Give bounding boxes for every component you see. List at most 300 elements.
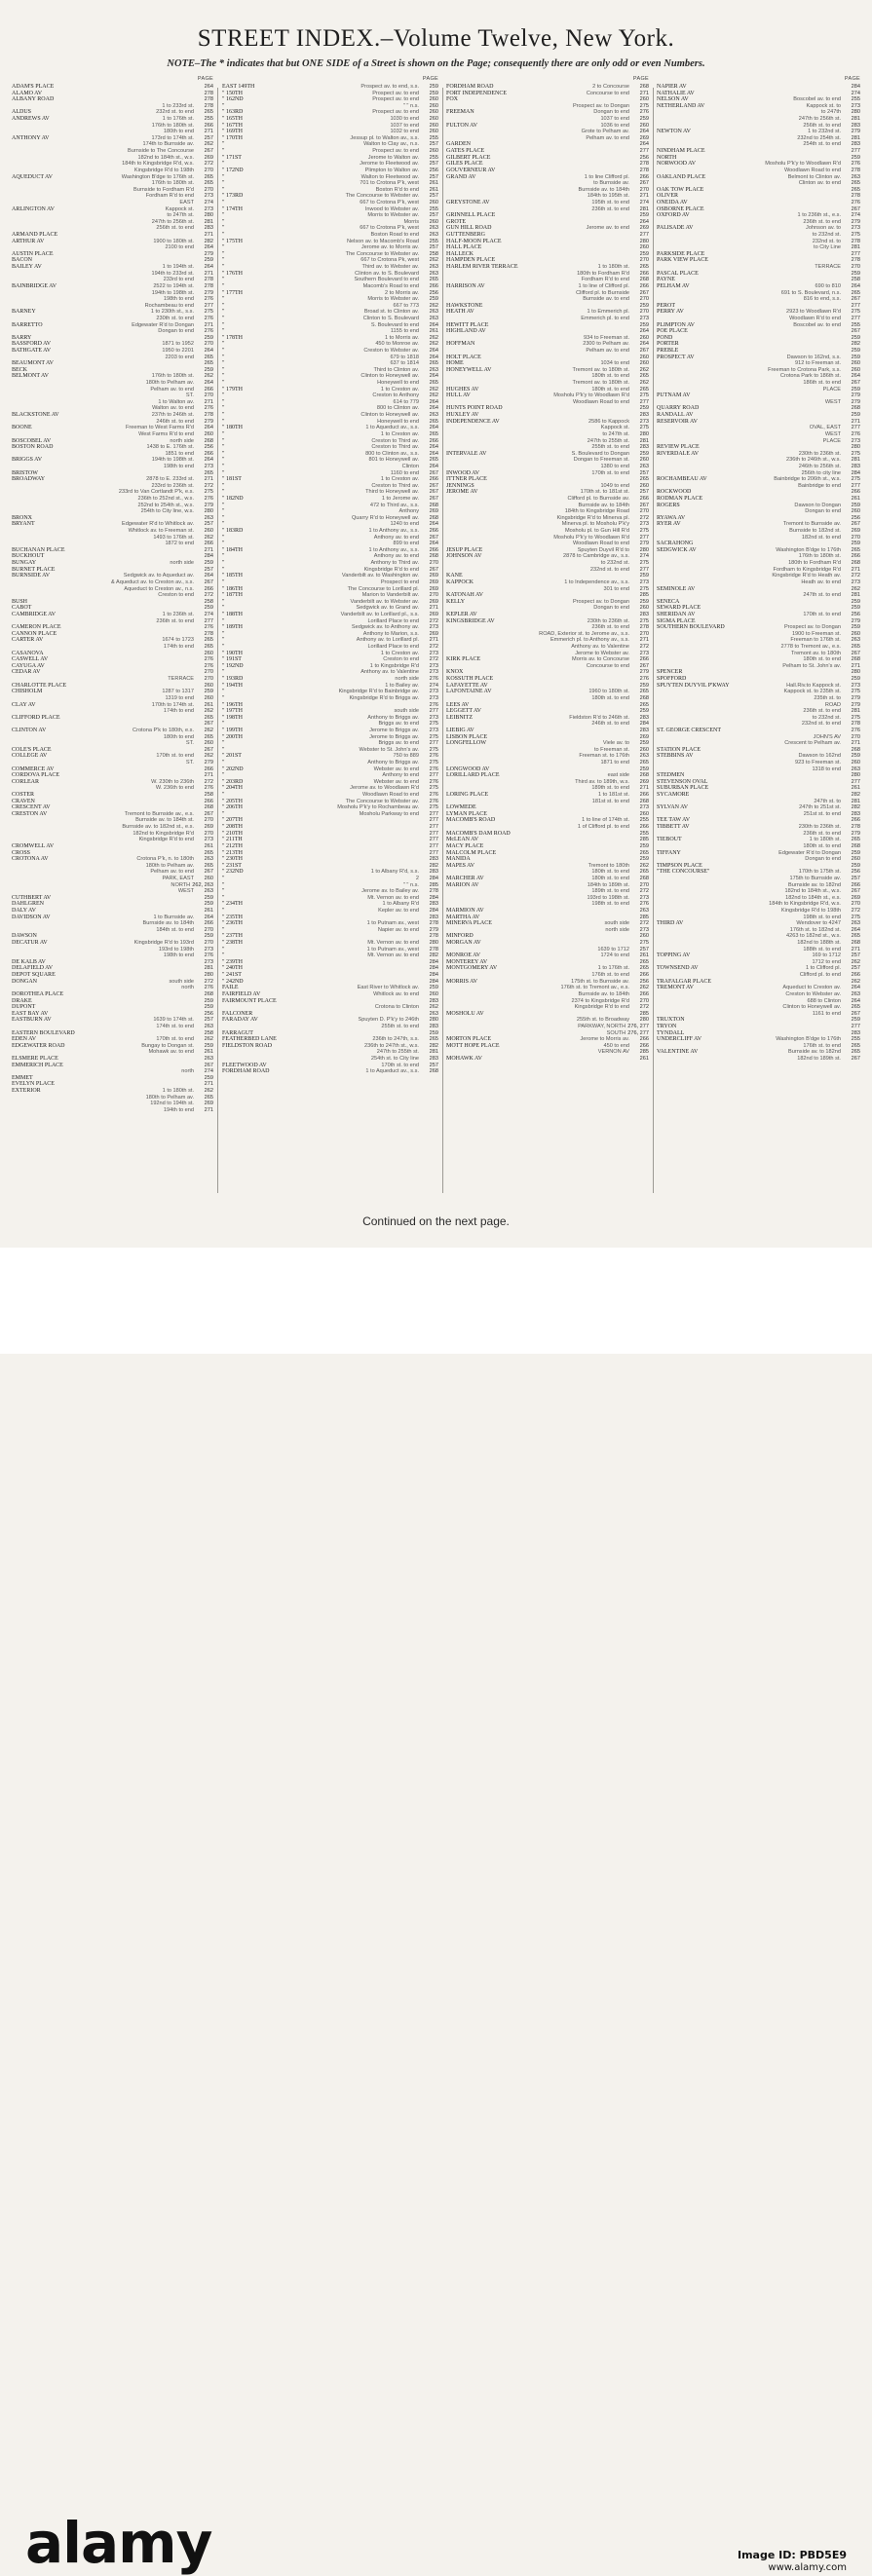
index-entry: [12, 624, 213, 631]
index-entry: [657, 651, 860, 657]
page-number: 275: [639, 617, 649, 624]
street-detail: 184th to Kingsbridge R'd, w.s.: [769, 901, 841, 908]
index-entry: [12, 972, 213, 979]
index-entry: [222, 979, 438, 986]
page-number: 271: [204, 129, 213, 135]
street-name: HOLT PLACE: [446, 354, 481, 360]
index-entry: [12, 277, 213, 283]
street-name: STATION PLACE: [657, 746, 701, 753]
page-number: 278: [429, 946, 438, 952]
street-name: STEBBINS AV: [657, 753, 694, 760]
index-entry: [657, 824, 860, 831]
page-number: 274: [429, 682, 438, 689]
index-entry: [446, 392, 649, 399]
street-name: BARRY: [12, 334, 32, 341]
street-name: ": [222, 244, 225, 251]
street-detail: Clinton to Honeywell av.: [360, 412, 419, 419]
index-entry: [446, 888, 649, 895]
page-number: 269: [429, 630, 438, 637]
page-number: 262: [639, 366, 649, 373]
street-detail: 189th st. to end: [591, 785, 629, 792]
index-entry: [222, 116, 438, 123]
page-number: 271: [851, 946, 860, 952]
page-number: 280: [851, 772, 860, 779]
index-entry: [222, 264, 438, 271]
index-entry: [446, 1004, 649, 1011]
street-detail: Third to Honeywell av.: [365, 489, 419, 496]
street-name: AUSTIN PLACE: [12, 250, 54, 257]
street-name: GATES PLACE: [446, 148, 485, 155]
street-name: ROCHAMBEAU AV: [657, 476, 707, 483]
page-number: 263: [204, 514, 213, 521]
street-name: ": [222, 277, 225, 283]
index-entry: [12, 908, 213, 915]
index-entry: [12, 232, 213, 239]
index-entry: [657, 412, 860, 419]
page-number: 278: [204, 630, 213, 637]
street-name: TIMPSON PLACE: [657, 862, 702, 869]
street-name: ": [222, 746, 225, 753]
street-detail: Fordham R'd to end: [145, 193, 194, 200]
page-number: 257: [204, 1017, 213, 1024]
street-name: KIRK PLACE: [446, 656, 481, 663]
index-entry: [12, 605, 213, 612]
street-name: GUN HILL ROAD: [446, 225, 492, 232]
page-number: 255: [639, 830, 649, 837]
street-name: " 181ST: [222, 476, 242, 483]
street-name: SHERIDAN AV: [657, 611, 696, 617]
page-number: 263: [639, 753, 649, 760]
street-name: BOSTON ROAD: [12, 444, 54, 451]
page-number: 264: [429, 444, 438, 451]
street-name: ": [222, 212, 225, 219]
page-number: 273: [851, 225, 860, 232]
page-number: 270: [204, 830, 213, 837]
page-number: 261: [429, 186, 438, 193]
street-name: ": [222, 373, 225, 380]
page-number: 264: [429, 521, 438, 528]
street-detail: 180th to Pelham av.: [145, 1094, 194, 1101]
street-detail: 182nd to 184th st., e.s.: [785, 894, 841, 901]
street-detail: Vanderbilt av. to Webster av.: [350, 598, 419, 605]
index-entry: [657, 103, 860, 110]
index-entry: [446, 785, 649, 792]
index-entry: [657, 888, 860, 895]
index-entry: [12, 135, 213, 142]
street-name: " 204TH: [222, 785, 243, 792]
page-number: 267: [204, 746, 213, 753]
page-number: 285: [429, 881, 438, 888]
street-detail: Prospect av. to end: [372, 109, 419, 116]
index-entry: [657, 1011, 860, 1018]
index-entry: [12, 503, 213, 509]
page-number: 266: [429, 437, 438, 444]
index-entry: [12, 1063, 213, 1069]
street-detail: Freeman to 176th st.: [790, 637, 841, 644]
page-number: 283: [429, 869, 438, 876]
index-column-1: [12, 76, 213, 1206]
index-entry: [222, 734, 438, 741]
street-name: BURNSIDE AV: [12, 573, 51, 579]
street-name: BLACKSTONE AV: [12, 412, 59, 419]
street-name: ": [222, 598, 225, 605]
street-detail: Kingsbridge R'd to end: [363, 566, 419, 573]
page-number: 285: [639, 1049, 649, 1056]
page-number: 257: [204, 566, 213, 573]
index-entry: [222, 303, 438, 310]
page-number: 263: [639, 463, 649, 469]
page-number: 263: [851, 990, 860, 997]
street-detail: 233rd to Van Cortlandt P'k, e.s.: [118, 489, 194, 496]
street-detail: Jessup pl. to Walton av., s.s.: [350, 134, 419, 141]
page-number: 276: [429, 753, 438, 760]
street-detail: 176th to 180th st.: [798, 553, 841, 560]
index-entry: [12, 760, 213, 766]
street-detail: 182nd to 189th st.: [797, 1056, 841, 1063]
street-name: CHISHOLM: [12, 689, 43, 695]
page-number: 275: [429, 733, 438, 740]
index-entry: [12, 508, 213, 515]
page-number: 275: [851, 714, 860, 721]
street-name: EDEN AV: [12, 1036, 37, 1043]
street-detail: 189th st. to end: [591, 888, 629, 895]
index-entry: [657, 508, 860, 515]
page-number: 265: [851, 933, 860, 940]
index-entry: [222, 91, 438, 97]
street-detail: 667 to 773: [393, 302, 419, 309]
page-number: 283: [204, 225, 213, 232]
street-name: REVIEW PLACE: [657, 444, 700, 451]
page-number: 267: [851, 205, 860, 212]
street-name: SUBURBAN PLACE: [657, 785, 709, 792]
street-detail: EAST: [179, 199, 194, 205]
street-detail: Whitlock av. to Freeman st.: [128, 528, 194, 535]
street-name: TEE TAW AV: [657, 817, 691, 824]
index-entry: [222, 483, 438, 490]
page-number: 263: [429, 1010, 438, 1017]
index-entry: [446, 740, 649, 747]
street-detail: Crotona P'k, n. to 180th: [136, 856, 194, 863]
index-entry: [12, 1043, 213, 1050]
index-entry: [657, 695, 860, 702]
index-entry: [222, 843, 438, 850]
index-entry: [446, 747, 649, 754]
street-detail: Kepler av. to end: [378, 908, 419, 914]
index-entry: [446, 708, 649, 715]
page-number: 279: [204, 418, 213, 425]
street-detail: PARKWAY, NORTH: [578, 1023, 626, 1029]
page-number: 273: [204, 958, 213, 965]
street-detail: TERRACE: [168, 676, 194, 683]
street-detail: Prospect av. to end: [372, 148, 419, 155]
street-name: ": [222, 508, 225, 515]
page-number: 266: [204, 450, 213, 457]
page-number: 269: [429, 508, 438, 515]
page-number: 265: [204, 354, 213, 360]
index-entry: [222, 799, 438, 805]
page-number: 270: [639, 257, 649, 264]
street-name: " 171ST: [222, 154, 242, 161]
street-name: BRYANT: [12, 521, 35, 528]
index-entry: [222, 290, 438, 297]
page-number: 270: [639, 630, 649, 637]
street-detail: 176th st. to 182nd st.: [789, 926, 841, 933]
index-entry: [657, 515, 860, 522]
street-name: ANDREWS AV: [12, 116, 50, 123]
street-name: MARION AV: [446, 881, 479, 888]
index-entry: [446, 476, 649, 483]
page-number: 268: [851, 842, 860, 849]
street-name: ROGERS: [657, 502, 680, 508]
page-number: 259: [639, 708, 649, 715]
page-number: 266: [204, 798, 213, 804]
index-entry: [657, 438, 860, 445]
street-detail: Anthony to Marion, s.s.: [362, 630, 419, 637]
index-entry: [657, 296, 860, 303]
street-name: LISBON PLACE: [446, 733, 488, 740]
page-number: 265: [204, 714, 213, 721]
index-entry: [222, 605, 438, 612]
index-entry: [222, 515, 438, 522]
street-detail: 182nd to 184th st., w.s.: [784, 888, 841, 895]
page-number: 278: [204, 90, 213, 96]
index-entry: [12, 933, 213, 940]
page-number: 273: [429, 714, 438, 721]
street-detail: Boscobel av. to end: [793, 321, 841, 328]
street-name: " 242ND: [222, 978, 244, 985]
page-number: 278: [851, 193, 860, 200]
page-number: 281: [429, 1049, 438, 1056]
street-detail: Webster av. to end: [373, 778, 419, 785]
index-entry: [657, 257, 860, 264]
page-number: 257: [639, 469, 649, 476]
page-number: 273: [639, 894, 649, 901]
page-number: 262: [639, 862, 649, 869]
index-entry: [222, 651, 438, 657]
street-name: CANNON PLACE: [12, 630, 57, 637]
index-entry: [446, 753, 649, 760]
street-detail: Emmerich pl. to Anthony av., s.s.: [550, 637, 629, 644]
page-number: 266: [639, 496, 649, 502]
street-detail: 255th st. to end: [381, 1023, 419, 1029]
street-name: PAYNE: [657, 277, 675, 283]
street-name: POND: [657, 334, 673, 341]
page-number: 282: [429, 952, 438, 959]
index-entry: [657, 947, 860, 953]
page-number: 273: [639, 315, 649, 321]
street-detail: 255th st. to end: [591, 444, 629, 451]
page-number: 257: [204, 521, 213, 528]
street-name: JEROME AV: [446, 489, 478, 496]
street-name: ALAMO AV: [12, 90, 43, 96]
street-detail: 1 to 180th st.: [809, 837, 841, 843]
index-entry: [12, 1049, 213, 1056]
index-entry: [657, 335, 860, 342]
page-number: 268: [429, 514, 438, 521]
image-id-block: [738, 2549, 847, 2574]
street-name: FIELDSTON ROAD: [222, 1042, 273, 1049]
street-detail: Clifford pl. to Burnside av.: [567, 496, 629, 502]
street-name: " 203RD: [222, 778, 244, 785]
street-name: BELMONT AV: [12, 373, 49, 380]
street-detail: Woodlawn R'd to end: [789, 315, 841, 321]
page-number: 277: [429, 740, 438, 747]
index-entry: [446, 979, 649, 986]
index-entry: [657, 772, 860, 779]
page-number: 267: [429, 566, 438, 573]
street-detail: Prospect av. to Dongan: [572, 598, 629, 605]
street-detail: 254th to City line, w.s.: [140, 508, 194, 515]
street-name: FORDHAM ROAD: [446, 84, 494, 90]
page-number: 277: [851, 148, 860, 155]
street-detail: 1 to Aqueduct av., s.s.: [365, 425, 419, 431]
page-number: 273: [429, 669, 438, 676]
street-name: " 212TH: [222, 842, 243, 849]
index-entry: [657, 579, 860, 586]
index-entry: [446, 412, 649, 419]
index-entry: [222, 824, 438, 831]
street-name: ": [222, 199, 225, 205]
street-detail: 247th st. to end: [803, 592, 841, 599]
street-name: GILBERT PLACE: [446, 154, 491, 161]
index-entry: [657, 360, 860, 367]
street-detail: 1 to Anthony av., s.s.: [368, 528, 419, 535]
street-name: CRAVEN: [12, 798, 35, 804]
street-detail: 1 to Clifford pl.: [806, 965, 841, 972]
index-entry: [222, 772, 438, 779]
street-detail: 184th to Kingsbridge R'd, w.s.: [122, 161, 194, 168]
street-detail: W. 230th to 236th: [151, 778, 194, 785]
street-name: ": [222, 772, 225, 779]
street-detail: Crotona P'k to 180th, e.s.: [133, 727, 194, 733]
page-number: 264: [204, 380, 213, 387]
index-entry: [446, 766, 649, 773]
index-entry: [657, 348, 860, 355]
street-detail: Johnson av. to: [806, 225, 841, 232]
page-number: 260: [639, 605, 649, 612]
index-entry: [222, 573, 438, 579]
index-entry: [446, 123, 649, 130]
index-entry: [12, 715, 213, 722]
index-entry: [446, 503, 649, 509]
page-number: 272: [204, 482, 213, 489]
page-number: 263: [429, 366, 438, 373]
street-name: HAWKSTONE: [446, 302, 483, 309]
index-entry: [446, 586, 649, 593]
street-detail: Anthony to Third av.: [370, 560, 419, 567]
street-name: CLAY AV: [12, 701, 36, 708]
page-number: 276: [639, 676, 649, 683]
index-entry: [446, 856, 649, 863]
index-entry: [446, 612, 649, 618]
street-name: CROMWELL AV: [12, 842, 55, 849]
street-detail: Aqueduct to Creston av.: [782, 985, 841, 991]
column-divider: [653, 88, 654, 1193]
page-number: 259: [204, 605, 213, 612]
street-name: ": [222, 926, 225, 933]
index-entry: [12, 180, 213, 187]
page-number: 255: [851, 1036, 860, 1043]
street-detail: Clinton to Honeywell av.: [360, 373, 419, 380]
index-entry: [12, 212, 213, 219]
street-detail: 2374 to Kingsbridge R'd: [571, 997, 629, 1004]
street-detail: TERRACE: [815, 264, 841, 271]
street-name: CORDOVA PLACE: [12, 772, 60, 779]
page-number: 263: [429, 264, 438, 271]
street-detail: north side: [170, 560, 194, 567]
page-number: 264: [851, 373, 860, 380]
index-entry: [657, 817, 860, 824]
street-name: SENECA: [657, 598, 680, 605]
street-detail: 247th to 256th st.: [798, 116, 841, 123]
street-name: ": [222, 759, 225, 765]
site-url: www.alamy.com: [768, 2562, 847, 2573]
street-detail: 1 to Creston av.: [380, 386, 419, 392]
index-entry: [446, 257, 649, 264]
page-number: 255: [429, 205, 438, 212]
street-detail: Mt. Vernon av. to end: [367, 952, 419, 959]
index-entry: [222, 328, 438, 335]
page-number: 258: [204, 598, 213, 605]
index-entry: [657, 161, 860, 168]
street-detail: Burnside av. to 182nd: [787, 881, 841, 888]
index-entry: [222, 438, 438, 445]
index-entry: [222, 476, 438, 483]
page-number: 256: [429, 289, 438, 296]
street-detail: Morris to Webster av.: [367, 296, 419, 303]
street-name: ": [222, 450, 225, 457]
street-name: KELLY: [446, 598, 466, 605]
index-entry: [12, 425, 213, 431]
street-detail: Morris: [403, 218, 419, 225]
street-name: ": [222, 810, 225, 817]
page-number: 277: [639, 566, 649, 573]
street-name: GROTE: [446, 218, 466, 225]
index-entry: [657, 141, 860, 148]
page-number: 281: [851, 592, 860, 599]
page-number: 266: [639, 270, 649, 277]
index-entry: [446, 933, 649, 940]
street-name: BEAUMONT AV: [12, 360, 54, 367]
index-entry: [446, 695, 649, 702]
index-entry: [12, 148, 213, 155]
index-entry: [222, 405, 438, 412]
street-detail: 1240 to end: [390, 521, 419, 528]
page-number: 266: [429, 476, 438, 483]
page-number: 277: [851, 315, 860, 321]
street-detail: 934 to Freeman st.: [584, 334, 629, 341]
street-name: ": [222, 315, 225, 321]
street-detail: 1161 to end: [812, 1010, 841, 1017]
page-number: 259: [429, 985, 438, 991]
page-number: 276: [851, 430, 860, 437]
page-number: 271: [204, 232, 213, 239]
street-detail: 175th to Burnside av.: [789, 875, 841, 881]
index-entry: [657, 959, 860, 966]
street-name: " 232ND: [222, 869, 244, 876]
page-number: 279: [851, 617, 860, 624]
index-entry: [446, 573, 649, 579]
street-name: TRYON: [657, 1023, 677, 1029]
street-detail: PLACE: [822, 437, 841, 444]
index-entry: [657, 702, 860, 709]
street-name: " 179TH: [222, 386, 243, 392]
page-number: 265: [204, 733, 213, 740]
street-name: MOSHOLU AV: [446, 1010, 484, 1017]
index-entry: [12, 843, 213, 850]
street-detail: 1 to 176th st.: [162, 116, 194, 123]
index-entry: [222, 972, 438, 979]
